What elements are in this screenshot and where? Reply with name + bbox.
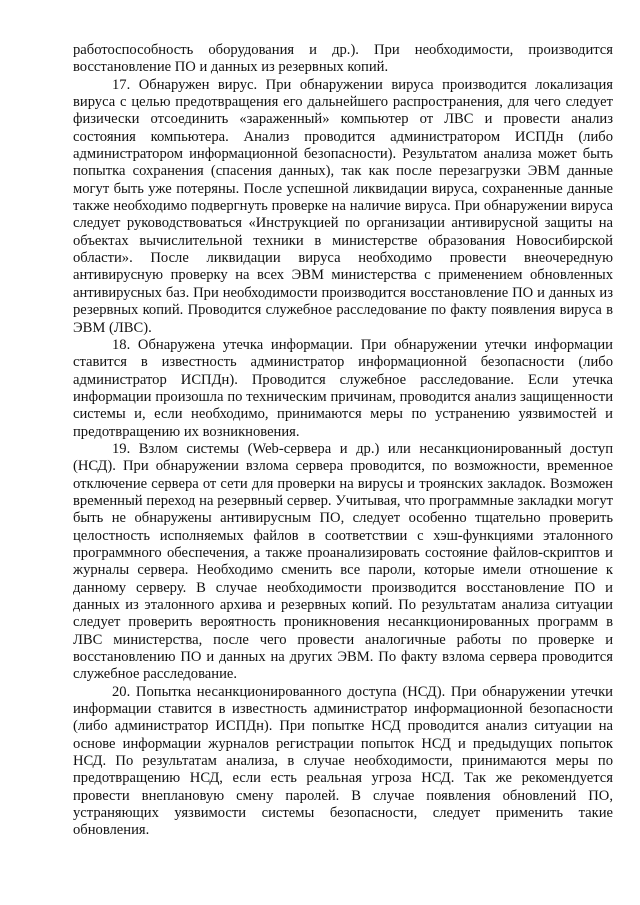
paragraph-20-attempt: 20. Попытка несанкционированного доступа (НСД). При обнаружении утечки информации ставится в известность администратор информационной безопасности (либо администратор ИСПДн). При попытке НСД проводится анализ ситуации на основе информации журналов регистрации попыток НСД и предыдущих попыток НСД. По результатам анализа, в случае необходимости, принимаются меры по предотвращению НСД, если есть реальная угроза НСД. Так же рекомендуется провести внеплановую смену паролей. В случае появления обновлений ПО, устраняющих уязвимости системы безопасности, следует применить такие обновления. bbox=[73, 683, 613, 839]
paragraph-17-virus: 17. Обнаружен вирус. При обнаружении вируса производится локализация вируса с целью предотвращения его дальнейшего распространения, для чего следует физически отсоединить «зараженный» компьютер от ЛВС и провести анализ состояния компьютера. Анализ проводится администратором ИСПДн (либо администратором информационной безопасности). Результатом анализа может быть попытка сохранения (спасения данных), так как после перезагрузки ЭВМ данные могут быть уже потеряны. После успешной ликвидации вируса, сохраненные данные также необходимо подвергнуть проверке на наличие вируса. При обнаружении вируса следует руководствоваться «Инструкцией по организации антивирусной защиты на объектах вычислительной техники в министерстве образования Новосибирской области». После ликвидации вируса необходимо провести внеочередную антивирусную проверку на всех ЭВМ министерства с применением обновленных антивирусных баз. При необходимости производится восстановление ПО и данных из резервных копий. Проводится служебное расследование по факту появления вируса в ЭВМ (ЛВС). bbox=[73, 76, 613, 336]
paragraph-19-breach: 19. Взлом системы (Web-сервера и др.) или несанкционированный доступ (НСД). При обнаружении взлома сервера проводится, по возможности, временное отключение сервера от сети для проверки на вирусы и троянских закладок. Возможен временный переход на резервный сервер. Учитывая, что программные закладки могут быть не обнаружены антивирусным ПО, следует особенно тщательно проверить целостность исполняемых файлов в соответствии с хэш-функциями эталонного программного обеспечения, а также проанализировать состояние файлов-скриптов и журналы сервера. Необходимо сменить все пароли, которые имели отношение к данному серверу. В случае необходимости производится восстановление ПО и данных из эталонного архива и резервных копий. По результатам анализа ситуации следует проверить вероятность проникновения несанкционированных программ в ЛВС министерства, после чего провести аналогичные работы по проверке и восстановлению ПО и данных на других ЭВМ. По факту взлома сервера проводится служебное расследование. bbox=[73, 440, 613, 683]
paragraph-continuation: работоспособность оборудования и др.). При необходимости, производится восстановление ПО и данных из резервных копий. bbox=[73, 42, 613, 76]
paragraph-18-leak: 18. Обнаружена утечка информации. При обнаружении утечки информации ставится в известность администратор информационной безопасности (либо администратор ИСПДн). Проводится служебное расследование. Если утечка информации произошла по техническим причинам, проводится анализ защищенности системы и, если необходимо, принимаются меры по устранению уязвимостей и предотвращению их возникновения. bbox=[73, 336, 613, 440]
document-page bbox=[73, 42, 613, 840]
